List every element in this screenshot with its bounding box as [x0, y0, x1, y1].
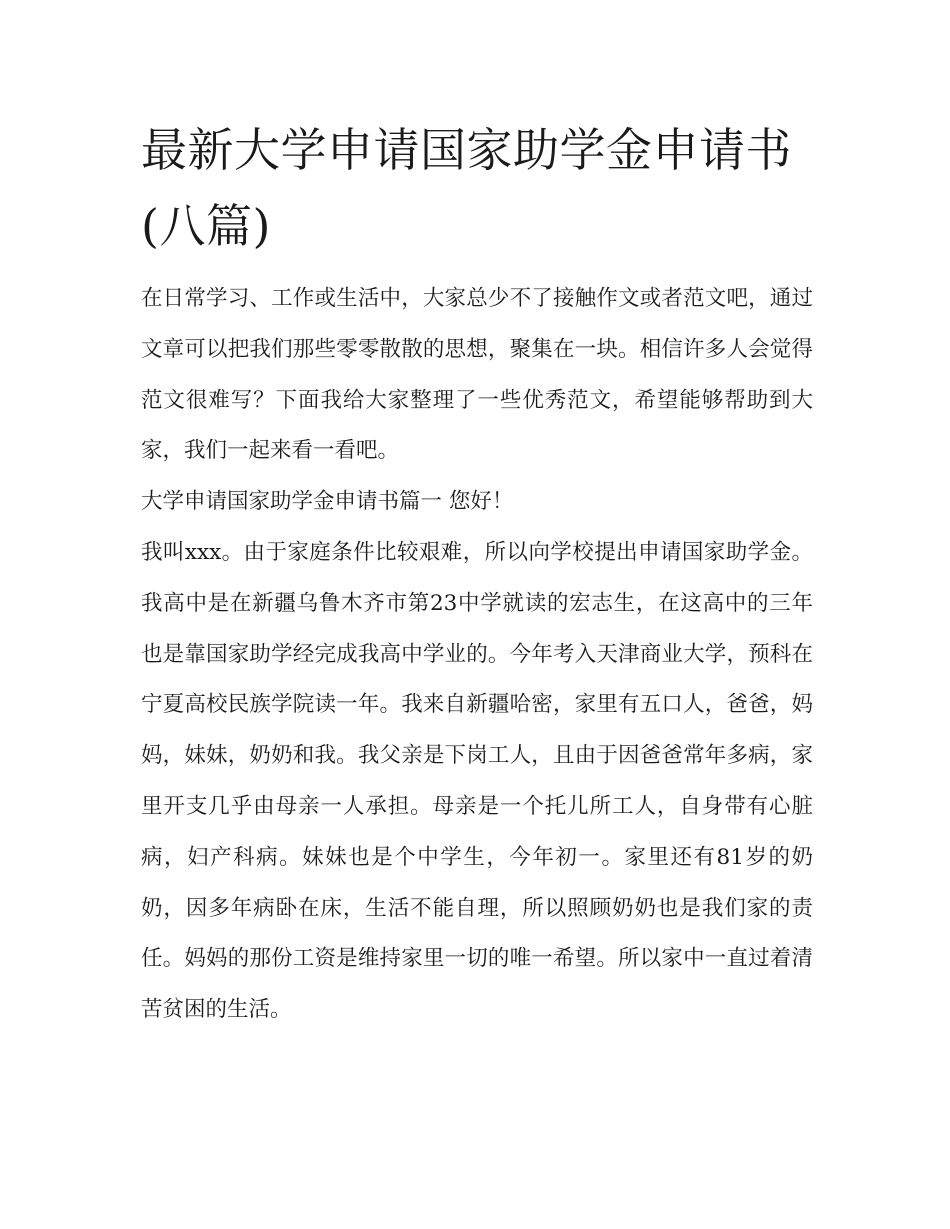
document-body	[141, 112, 813, 1036]
intro-paragraph: 在日常学习、工作或生活中，大家总少不了接触作文或者范文吧，通过文章可以把我们那些零零散散的思想，聚集在一块。相信许多人会觉得范文很难写？下面我给大家整理了一些优秀范文，希望能够帮助到大家，我们一起来看一看吧。	[141, 286, 813, 464]
document-title: 最新大学申请国家助学金申请书(八篇)	[141, 123, 792, 253]
section-heading-paragraph: 大学申请国家助学金申请书篇一 您好！	[141, 489, 514, 515]
body-paragraph: 我叫xxx。由于家庭条件比较艰难，所以向学校提出申请国家助学金。我高中是在新疆乌鲁木齐市第23中学就读的宏志生，在这高中的三年也是靠国家助学经完成我高中学业的。今年考入天津商业大学，预科在宁夏高校民族学院读一年。我来自新疆哈密，家里有五口人，爸爸，妈妈，妹妹，奶奶和我。我父亲是下岗工人，且由于因爸爸常年多病，家里开支几乎由母亲一人承担。母亲是一个托儿所工人，自身带有心脏病，妇产科病。妹妹也是个中学生，今年初一。家里还有81岁的奶奶，因多年病卧在床，生活不能自理，所以照顾奶奶也是我们家的责任。妈妈的那份工资是维持家里一切的唯一希望。所以家中一直过着清苦贫困的生活。	[141, 539, 813, 1023]
